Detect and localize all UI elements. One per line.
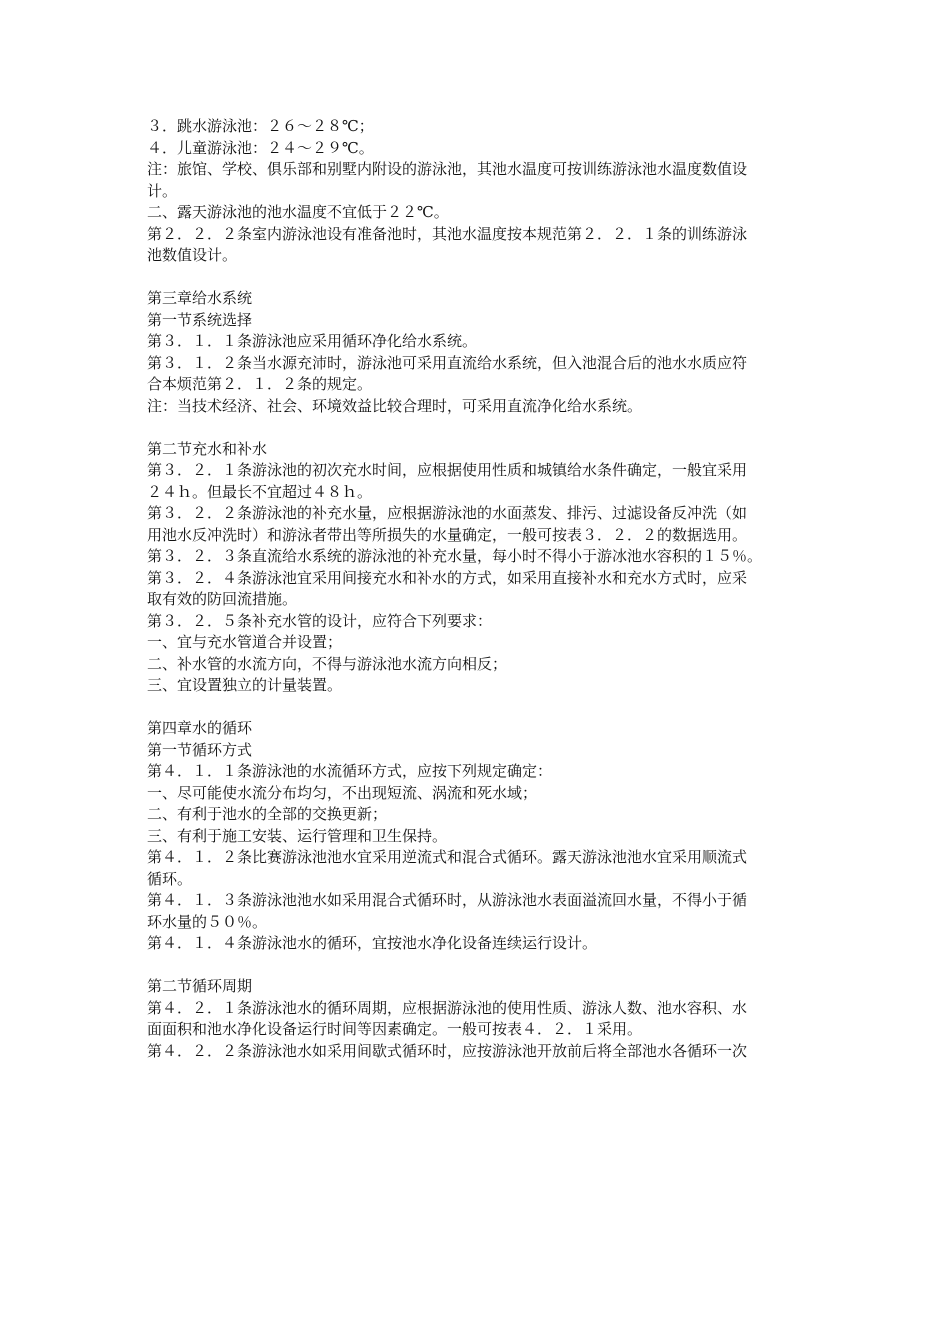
clause-line-cont: 取有效的防回流措施。	[147, 590, 298, 608]
list-item: 二、有利于池水的全部的交换更新；	[147, 805, 388, 823]
clause-line-cont: 用池水反冲洗时）和游泳者带出等所损失的水量确定，一般可按表３．２．２的数据选用。	[147, 525, 748, 544]
list-item: 三、有利于施工安装、运行管理和卫生保持。	[147, 826, 448, 845]
chapter-heading: 第四章水的循环	[147, 719, 253, 737]
section-heading: 第一节系统选择	[147, 310, 253, 329]
section-heading: 第二节循环周期	[147, 977, 253, 995]
clause-line: 第４．１．１条游泳池的水流循环方式，应按下列规定确定：	[147, 762, 553, 780]
list-item: 三、宜设置独立的计量装置。	[147, 676, 343, 694]
document-body	[147, 116, 812, 1062]
clause-line: 第４．１．４条游泳池水的循环，宜按池水净化设备连续运行设计。	[147, 934, 598, 952]
note-line: 注：旅馆、学校、俱乐部和别墅内附设的游泳池，其池水温度可按训练游泳池水温度数值设	[147, 160, 748, 178]
clause-line: 第３．２．２条游泳池的补充水量，应根据游泳池的水面蒸发、排污、过滤设备反冲洗（如	[147, 504, 748, 522]
clause-line: 第４．２．１条游泳池水的循环周期，应根据游泳池的使用性质、游泳人数、池水容积、水	[147, 998, 748, 1017]
text-line: ４．儿童游泳池：２４～２９℃。	[147, 138, 374, 157]
paragraph-gap	[147, 267, 812, 289]
clause-line: 第４．２．２条游泳池水如采用间歇式循环时，应按游泳池开放前后将全部池水各循环一次	[147, 1041, 748, 1060]
note-line-cont: 计。	[147, 181, 178, 200]
list-item: 二、补水管的水流方向，不得与游泳池水流方向相反；	[147, 654, 508, 673]
clause-line: 第４．１．３条游泳池池水如采用混合式循环时，从游泳池水表面溢流回水量，不得小于循	[147, 891, 748, 909]
clause-line-cont: 池数值设计。	[147, 246, 238, 264]
list-item: 一、尽可能使水流分布均匀，不出现短流、涡流和死水域；	[147, 783, 538, 802]
clause-line: 第２．２．２条室内游泳池设有准备池时，其池水温度按本规范第２．２．１条的训练游泳	[147, 224, 748, 243]
paragraph-gap	[147, 697, 812, 719]
clause-line: 第３．２．３条直流给水系统的游泳池的补充水量，每小时不得小于游冰池水容积的１５％。	[147, 547, 763, 565]
clause-line: 第３．２．５条补充水管的设计，应符合下列要求：	[147, 611, 493, 630]
clause-line-cont: 面面积和池水净化设备运行时间等因素确定。一般可按表４．２．１采用。	[147, 1020, 643, 1038]
list-item: 一、宜与充水管道合并设置；	[147, 633, 343, 651]
clause-line: 第３．１．２条当水源充沛时，游泳池可采用直流给水系统，但入池混合后的池水水质应符	[147, 353, 748, 372]
note-line: 注：当技术经济、社会、环境效益比较合理时，可采用直流净化给水系统。	[147, 396, 643, 415]
section-heading: 第一节循环方式	[147, 740, 253, 759]
clause-line-cont: 循环。	[147, 869, 193, 888]
clause-line: 第４．１．２条比赛游泳池池水宜采用逆流式和混合式循环。露天游泳池池水宜采用顺流式	[147, 848, 748, 866]
text-line: 二、露天游泳池的池水温度不宜低于２２℃。	[147, 203, 449, 221]
clause-line-cont: ２４ｈ。但最长不宜超过４８ｈ。	[147, 482, 373, 501]
clause-line-cont: 合本烦范第２．１．２条的规定。	[147, 375, 373, 393]
clause-line: 第３．２．４条游泳池宜采用间接充水和补水的方式，如采用直接补水和充水方式时，应采	[147, 568, 748, 587]
paragraph-gap	[147, 417, 812, 439]
paragraph-gap	[147, 955, 812, 977]
text-line: ３．跳水游泳池：２６～２８℃；	[147, 117, 374, 135]
clause-line: 第３．２．１条游泳池的初次充水时间，应根据使用性质和城镇给水条件确定，一般宜采用	[147, 461, 748, 479]
section-heading: 第二节充水和补水	[147, 439, 268, 458]
clause-line-cont: 环水量的５０％。	[147, 912, 268, 931]
chapter-heading: 第三章给水系统	[147, 289, 253, 307]
clause-line: 第３．１．１条游泳池应采用循环净化给水系统。	[147, 332, 478, 350]
